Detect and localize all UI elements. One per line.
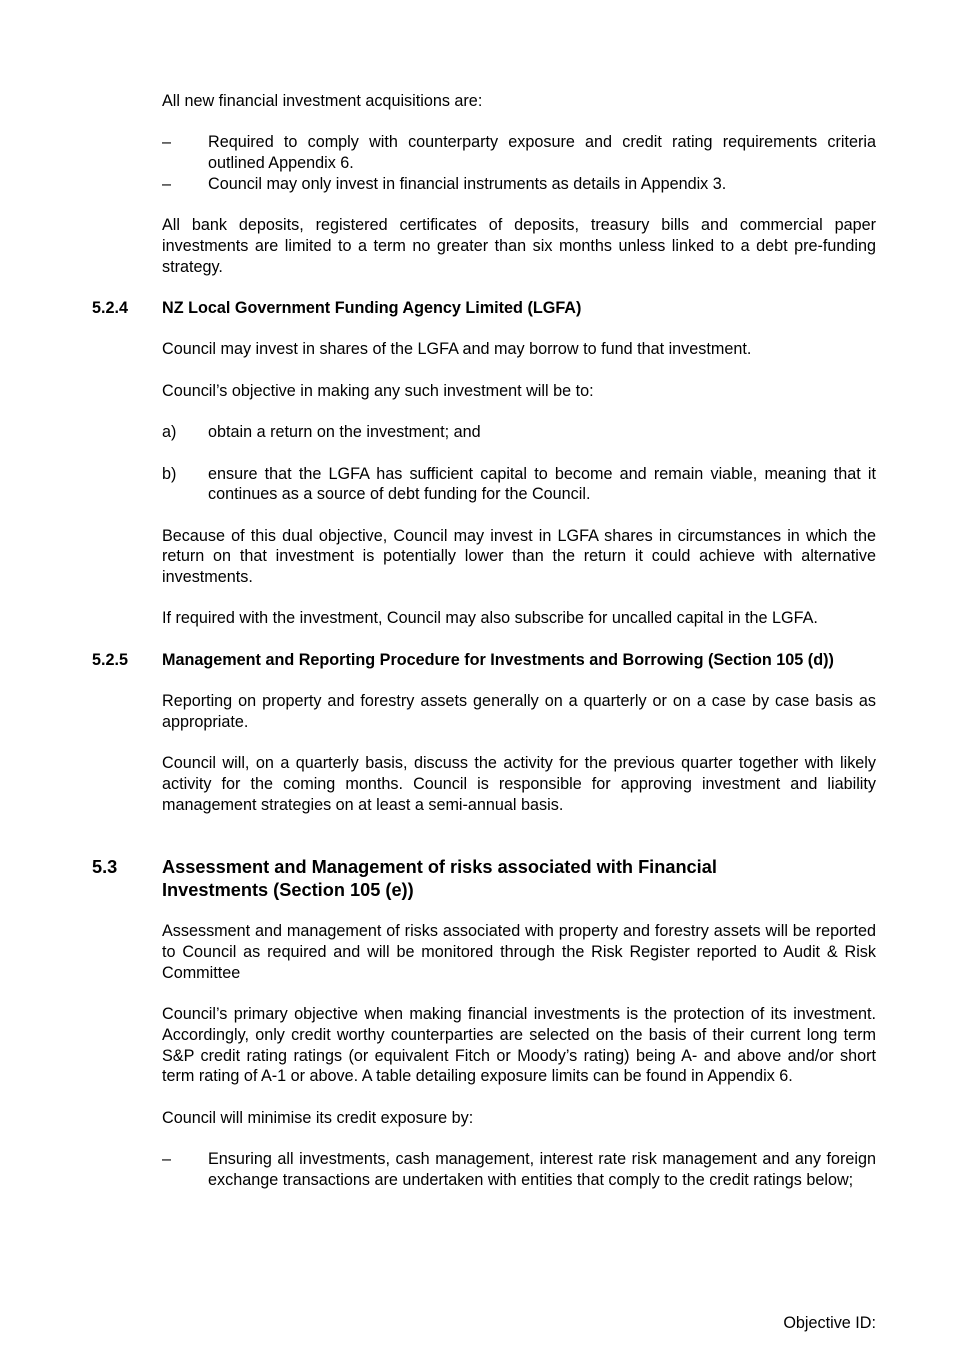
- section-number: 5.3: [92, 857, 118, 878]
- lgfa-paragraph-1: Council may invest in shares of the LGFA and may borrow to fund that investment.: [162, 340, 752, 359]
- risk-paragraph-3: Council will minimise its credit exposure by:: [162, 1108, 474, 1127]
- dash-marker: –: [162, 133, 172, 152]
- intro-paragraph: All new financial investment acquisitions are:: [162, 92, 483, 110]
- list-item-text: Ensuring all investments, cash management, interest rate risk management and any foreign exchange transactions are undertaken with entities that comply to the credit ratings below;: [208, 1150, 876, 1189]
- list-item: [162, 132, 876, 173]
- section-number: 5.2.4: [92, 298, 129, 317]
- lgfa-paragraph-2: Council’s objective in making any such investment will be to:: [162, 381, 594, 400]
- section-5-3-heading: [92, 856, 876, 902]
- letter-marker: a): [162, 423, 177, 442]
- list-item-text: Council may only invest in financial instruments as details in Appendix 3.: [208, 174, 727, 193]
- section-5-2-5-heading: [92, 650, 876, 671]
- section-title: Assessment and Management of risks associated with Financial Investments (Section 105 (e)): [162, 857, 717, 901]
- list-item: [162, 1149, 876, 1190]
- dash-marker: –: [162, 174, 172, 193]
- credit-exposure-list: [162, 1149, 876, 1190]
- list-item-text: obtain a return on the investment; and: [208, 423, 481, 442]
- risk-paragraph-2: Council’s primary objective when making financial investments is the protection of its investment. Accordingly, only credit worthy counterparties are selected on the basis of their current long term S&P credit rating ratings (or equivalent Fitch or Moody’s rating) being A- and above and/or short term rating of A-1 or above. A table detailing exposure limits can be found in Appendix 6.: [162, 1005, 876, 1086]
- document-page: [92, 91, 876, 1211]
- objective-list: [162, 422, 876, 505]
- list-item: [162, 422, 876, 443]
- lgfa-paragraph-4: If required with the investment, Council may also subscribe for uncalled capital in the LGFA.: [162, 609, 818, 628]
- list-item: [162, 464, 876, 505]
- section-title: NZ Local Government Funding Agency Limited (LGFA): [162, 298, 582, 317]
- section-number: 5.2.5: [92, 650, 129, 669]
- section-5-2-4-heading: [92, 298, 876, 319]
- objective-id-footer: Objective ID:: [783, 1314, 876, 1332]
- dash-marker: –: [162, 1150, 172, 1169]
- list-item: [162, 174, 876, 195]
- acquisition-list: [162, 132, 876, 194]
- letter-marker: b): [162, 464, 177, 483]
- risk-paragraph-1: Assessment and management of risks associated with property and forestry assets will be reported to Council as required and will be monitored through the Risk Register reported to Audit & Risk Committee: [162, 922, 876, 982]
- list-item-text: Required to comply with counterparty exposure and credit rating requirements criteria outlined Appendix 6.: [208, 133, 876, 173]
- section-title: Management and Reporting Procedure for Investments and Borrowing (Section 105 (d)): [162, 650, 834, 669]
- list-item-text: ensure that the LGFA has sufficient capital to become and remain viable, meaning that it continues as a source of debt funding for the Council.: [208, 464, 876, 504]
- deposits-paragraph: All bank deposits, registered certificates of deposits, treasury bills and commercial paper investments are limited to a term no greater than six months unless linked to a debt pre-funding strategy.: [162, 216, 876, 276]
- reporting-paragraph-1: Reporting on property and forestry assets generally on a quarterly or on a case by case basis as appropriate.: [162, 692, 876, 731]
- lgfa-paragraph-3: Because of this dual objective, Council may invest in LGFA shares in circumstances in which the return on that investment is potentially lower than the return it could achieve with alternative investments.: [162, 526, 876, 587]
- reporting-paragraph-2: Council will, on a quarterly basis, discuss the activity for the previous quarter together with likely activity for the coming months. Council is responsible for approving investment and liability management strategies on at least a semi-annual basis.: [162, 754, 876, 814]
